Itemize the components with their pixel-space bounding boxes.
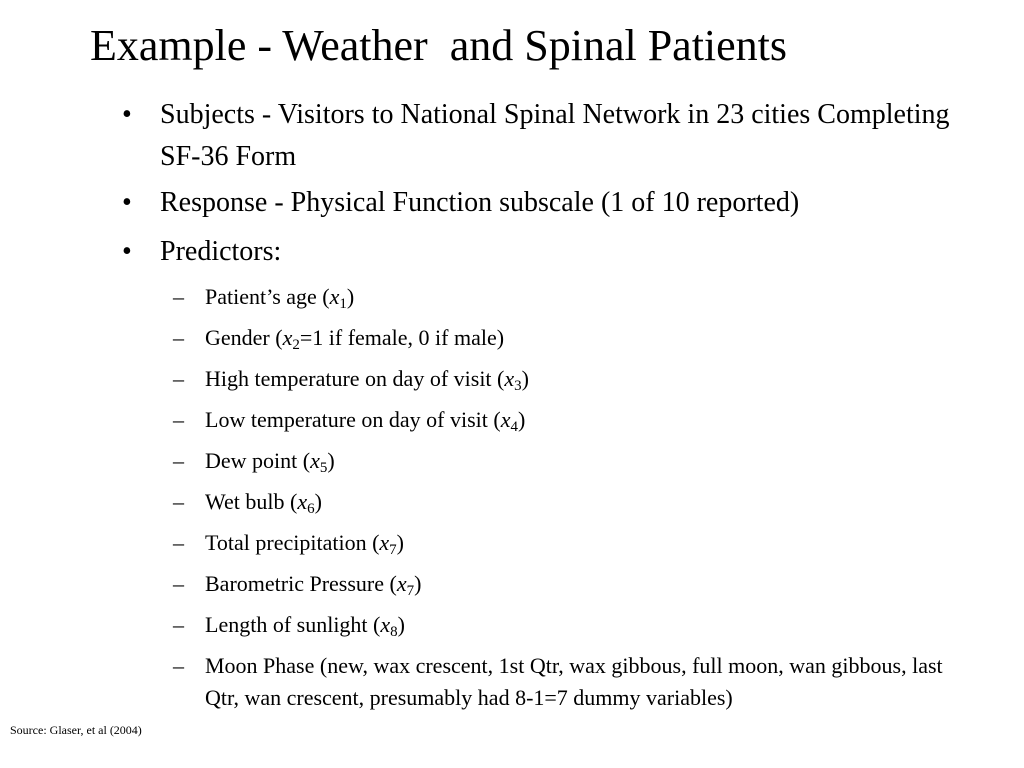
variable-subscript: 3 [514,378,522,394]
dash-marker: – [173,448,184,473]
variable-symbol: x [380,612,391,637]
predictor-item [173,568,975,600]
predictor-text-end: ) [397,612,405,637]
predictor-text: Patient’s age ( [205,284,330,309]
bullet-text: Predictors: [160,236,282,267]
source-citation: Source: Glaser, et al (2004) [10,723,142,737]
variable-subscript: 8 [390,624,398,640]
predictor-item [173,322,975,354]
predictor-text: Gender ( [205,325,283,350]
predictor-item [173,527,975,559]
predictor-text: High temperature on day of visit ( [205,366,505,391]
bullet-response [122,182,980,224]
predictor-item [173,486,975,518]
predictor-text: Low temperature on day of visit ( [205,407,501,432]
predictor-item [173,363,975,395]
predictor-item [173,404,975,436]
variable-subscript: 5 [319,460,328,476]
dash-marker: – [173,325,184,350]
predictor-text-end: ) [314,489,322,514]
bullet-marker: • [122,99,132,130]
dash-marker: – [173,407,184,432]
predictor-text: Barometric Pressure ( [205,571,397,596]
bullet-predictors [122,231,980,273]
variable-subscript: 6 [307,501,315,517]
predictor-text-end: ) [414,571,422,596]
variable-subscript: 7 [389,542,397,558]
predictor-text: Dew point ( [205,448,311,473]
bullet-marker: • [122,187,132,218]
slide-title: Example - Weather and Spinal Patients [90,21,788,70]
variable-subscript: 1 [339,296,347,312]
predictor-item [173,445,975,477]
predictor-text: Wet bulb ( [205,489,298,514]
predictor-text: Moon Phase (new, wax crescent, 1st Qtr, wax gibbous, full moon, wan gibbous, last Qtr, wan crescent, presumably had 8-1=7 dummy variables) [205,653,943,710]
variable-subscript: 7 [406,583,415,599]
predictor-item [173,281,975,313]
variable-symbol: x [504,366,515,391]
predictor-text-end: ) [346,284,355,309]
predictor-item [173,609,975,641]
predictor-text: Length of sunlight ( [205,612,381,637]
predictor-text-end: ) [327,448,335,473]
variable-symbol: x [500,407,511,432]
dash-marker: – [173,366,184,391]
variable-symbol: x [379,530,390,555]
variable-symbol: x [329,284,340,309]
bullet-marker: • [122,236,132,267]
dash-marker: – [173,284,184,309]
dash-marker: – [173,571,184,596]
bullet-text: Subjects - Visitors to National Spinal Network in 23 cities Completing SF-36 Form [160,99,950,172]
dash-marker: – [173,653,184,678]
variable-symbol: x [282,325,293,350]
predictor-item [173,650,975,714]
variable-symbol: x [310,448,320,473]
dash-marker: – [173,489,184,514]
variable-subscript: 4 [510,419,518,435]
variable-subscript: 2 [292,337,300,353]
bullet-text: Response - Physical Function subscale (1 of 10 reported) [160,187,800,218]
predictor-text-end: ) [517,407,526,432]
variable-symbol: x [396,571,407,596]
predictor-text-end: ) [396,530,404,555]
dash-marker: – [173,530,184,555]
predictor-text-end: =1 if female, 0 if male) [299,325,505,350]
predictor-text-end: ) [521,366,529,391]
dash-marker: – [173,612,184,637]
variable-symbol: x [297,489,308,514]
predictor-text: Total precipitation ( [205,530,380,555]
bullet-subjects [122,94,980,178]
